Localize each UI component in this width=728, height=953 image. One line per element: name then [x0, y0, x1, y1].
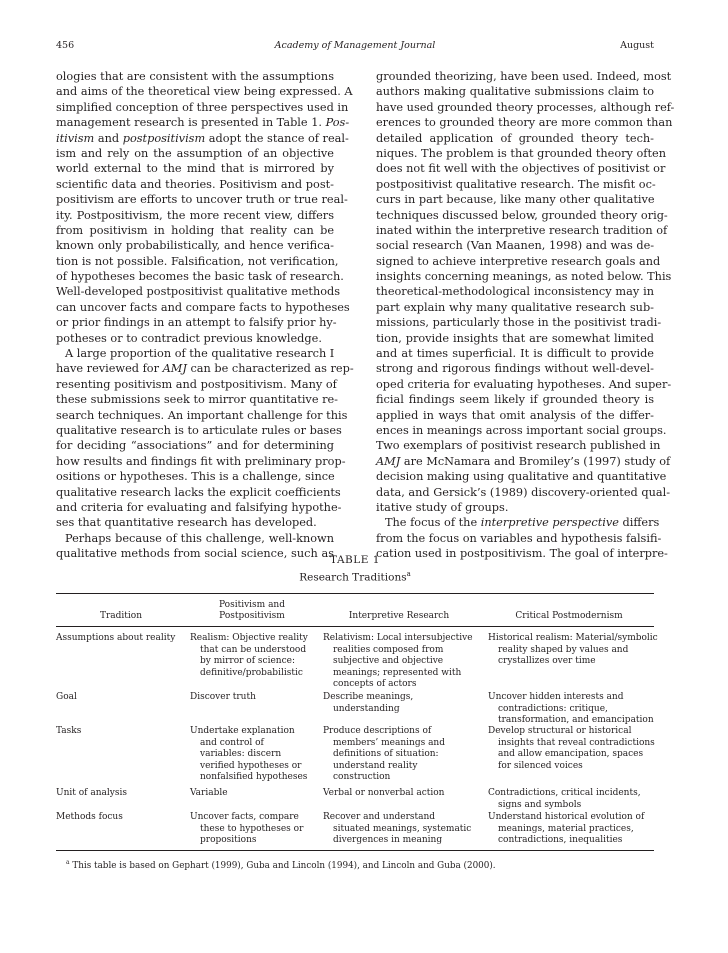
cell-critical: [488, 633, 658, 668]
text-line: scientific data and theories. Positivism and post-: [56, 177, 334, 191]
cell-line: construction: [333, 772, 391, 783]
table-caption: [56, 553, 654, 584]
text-line: does not fit well with the objectives of positivist or: [376, 162, 666, 176]
text-line: for deciding “associations” and for determining: [56, 439, 334, 453]
text-line: AMJ are McNamara and Bromiley’s (1997) study of: [376, 454, 671, 468]
page-number: 456: [56, 40, 75, 51]
text-line: tion is not possible. Falsification, not verification,: [56, 254, 339, 268]
text-line: niques. The problem is that grounded theory often: [376, 146, 666, 160]
cell-line: Discover truth: [190, 692, 256, 702]
table-number: TABLE 1: [330, 554, 380, 566]
cell-interpretive: [323, 788, 444, 800]
italic-term: itivism: [56, 131, 95, 145]
header-positivism-line2: Postpositivism: [219, 611, 285, 621]
cell-critical: [488, 788, 641, 811]
cell-line: understanding: [333, 703, 400, 714]
text-line: can uncover facts and compare facts to hypotheses: [56, 300, 350, 314]
cell-line: Contradictions, critical incidents,: [488, 788, 641, 798]
text-line: from the focus on variables and hypothesis falsifi-: [376, 531, 662, 545]
text-line: cation used in postpositivism. The goal of interpre-: [376, 547, 668, 561]
cell-line: signs and symbols: [498, 799, 582, 810]
text-line: Perhaps because of this challenge, well-known: [65, 531, 334, 545]
cell-interpretive: [323, 726, 445, 784]
row-label: [56, 633, 175, 645]
row-label: [56, 788, 127, 800]
journal-title: Academy of Management Journal: [274, 40, 436, 51]
table-title-note: a: [406, 570, 411, 578]
italic-term: AMJ: [162, 362, 187, 376]
cell-line: Relativism: Local intersubjective: [323, 633, 473, 643]
cell-line: and control of: [200, 737, 264, 748]
cell-line: crystallizes over time: [498, 656, 596, 667]
italic-term: postpositivism: [122, 131, 206, 145]
text-line: ences in meanings across important social groups.: [376, 423, 667, 437]
header-tradition: Tradition: [99, 611, 143, 621]
text-line: authors making qualitative submissions claim to: [376, 85, 654, 99]
text-line: or prior findings in an attempt to falsify prior hy-: [56, 316, 337, 330]
cell-critical: [488, 692, 654, 727]
text-line: ologies that are consistent with the assumptions: [56, 70, 334, 83]
row-label: [56, 812, 123, 824]
cell-line: concepts of actors: [333, 679, 417, 690]
text-line: management research is presented in Table 1. Pos-: [56, 116, 350, 130]
row-label-text: Unit of analysis: [56, 788, 127, 798]
text-line: simplified conception of three perspectives used in: [56, 100, 349, 114]
cell-line: these to hypotheses or: [200, 823, 304, 834]
cell-line: members’ meanings and: [333, 737, 445, 748]
cell-line: transformation, and emancipation: [498, 715, 654, 726]
text-line: known only probabilistically, and hence verifica-: [56, 239, 334, 253]
cell-line: definitions of situation:: [333, 749, 439, 760]
cell-positivism: [190, 633, 308, 679]
cell-interpretive: [323, 812, 471, 847]
text-line: qualitative methods from social science, such as: [56, 547, 334, 561]
cell-line: meanings, material practices,: [498, 823, 634, 834]
text-line: detailed application of grounded theory tech-: [376, 131, 654, 145]
cell-line: reality shaped by values and: [498, 644, 629, 655]
cell-positivism: [190, 812, 303, 847]
cell-line: and allow emancipation, spaces: [498, 749, 644, 760]
cell-line: Undertake explanation: [190, 726, 295, 736]
text-line: A large proportion of the qualitative research I: [65, 347, 335, 361]
cell-interpretive: [323, 633, 473, 691]
text-line: ism and rely on the assumption of an objective: [56, 146, 334, 160]
footnote-marker: a: [66, 859, 70, 866]
cell-line: for silenced voices: [498, 760, 583, 771]
table-header-row: [56, 596, 654, 622]
text-line: ity. Postpositivism, the more recent view, differs: [56, 208, 334, 222]
italic-term: AMJ: [376, 454, 401, 468]
text-line: curs in part because, like many other qualitative: [376, 193, 655, 207]
table-title-text: Research Traditions: [299, 571, 407, 584]
row-label: [56, 726, 81, 738]
text-line: and aims of the theoretical view being expressed. A: [56, 85, 353, 99]
text-line: how results and findings fit with preliminary prop-: [56, 454, 346, 468]
text-line: inated within the interpretive research tradition of: [376, 223, 668, 237]
cell-line: Variable: [190, 788, 228, 798]
cell-line: propositions: [200, 835, 257, 846]
text-line: ficial findings seem likely if grounded theory is: [376, 393, 654, 407]
text-line: techniques discussed below, grounded theory orig-: [376, 208, 668, 222]
text-line: social research (Van Maanen, 1998) and was de-: [376, 239, 655, 253]
row-label-text: Assumptions about reality: [56, 633, 176, 643]
cell-positivism: [190, 726, 307, 784]
text-line: decision making using qualitative and quantitative: [376, 470, 667, 484]
cell-line: subjective and objective: [333, 656, 444, 667]
text-line: Two exemplars of positivist research published in: [376, 439, 661, 453]
text-line: insights concerning meanings, as noted below. This: [376, 270, 672, 284]
row-label-text: Goal: [56, 692, 77, 702]
issue-month: August: [620, 40, 654, 51]
text-line: grounded theorizing, have been used. Indeed, most: [376, 70, 672, 83]
header-interpretive: Interpretive Research: [348, 611, 450, 621]
cell-line: contradictions, inequalities: [498, 835, 623, 846]
text-column-right: [376, 69, 675, 562]
table-title: [56, 567, 654, 584]
text-line: theoretical-methodological inconsistency may in: [376, 285, 654, 299]
header-positivism: [188, 600, 316, 622]
cell-line: understand reality: [333, 760, 418, 771]
cell-line: Describe meanings,: [323, 692, 414, 702]
cell-line: divergences in meaning: [333, 835, 443, 846]
text-line: potheses or to contradict previous knowledge.: [56, 331, 322, 345]
cell-line: Recover and understand: [323, 812, 436, 822]
text-line: positivism are efforts to uncover truth or true real-: [56, 193, 348, 207]
cell-critical: [488, 812, 644, 847]
text-line: have reviewed for AMJ can be characterized as rep-: [56, 362, 354, 376]
text-line: itative study of groups.: [376, 500, 509, 514]
text-line: from positivism in holding that reality can be: [56, 223, 334, 237]
text-line: these submissions seek to mirror quantitative re-: [56, 393, 338, 407]
cell-line: nonfalsified hypotheses: [200, 772, 308, 783]
text-line: world external to the mind that is mirrored by: [56, 162, 334, 176]
italic-term: interpretive perspective: [480, 516, 619, 530]
cell-positivism: [190, 692, 256, 704]
text-line: have used grounded theory processes, although ref-: [376, 100, 675, 114]
cell-positivism: [190, 788, 228, 800]
header-positivism-line1: Positivism and: [218, 600, 285, 610]
cell-line: Uncover hidden interests and: [488, 692, 624, 702]
cell-line: Uncover facts, compare: [190, 812, 299, 822]
cell-line: Historical realism: Material/symbolic: [488, 633, 658, 643]
cell-line: insights that reveal contradictions: [498, 737, 655, 748]
row-label-text: Methods focus: [56, 812, 123, 822]
running-header: [56, 40, 654, 54]
cell-line: verified hypotheses or: [200, 760, 302, 771]
text-line: applied in ways that omit analysis of the differ-: [376, 408, 654, 422]
cell-line: Realism: Objective reality: [190, 633, 308, 643]
footnote-text: This table is based on Gephart (1999), Guba and Lincoln (1994), and Lincoln and Guba (2000).: [72, 860, 496, 871]
text-line: of hypotheses becomes the basic task of research.: [56, 270, 344, 284]
table-top-rule: [56, 593, 654, 594]
text-line: itivism and postpositivism adopt the stance of real-: [56, 131, 349, 145]
text-line: search techniques. An important challenge for this: [56, 408, 348, 422]
cell-line: Develop structural or historical: [488, 726, 632, 736]
cell-line: contradictions: critique,: [498, 703, 608, 714]
cell-line: definitive/probabilistic: [200, 667, 303, 678]
text-line: Well-developed postpositivist qualitative methods: [56, 285, 341, 299]
text-line: tion, provide insights that are somewhat limited: [376, 331, 654, 345]
text-line: erences to grounded theory are more common than: [376, 116, 673, 130]
table-footnote: [66, 857, 496, 872]
text-line: part explain why many qualitative research sub-: [376, 300, 654, 314]
italic-term: Pos-: [325, 116, 350, 130]
text-line: ositions or hypotheses. This is a challenge, since: [56, 470, 335, 484]
text-column-left: [56, 69, 354, 562]
cell-line: Verbal or nonverbal action: [323, 788, 445, 798]
text-line: missions, particularly those in the positivist tradi-: [376, 316, 662, 330]
table-bottom-rule: [56, 850, 654, 851]
text-line: data, and Gersick’s (1989) discovery-oriented qual-: [376, 485, 671, 499]
text-line: and criteria for evaluating and falsifying hypothe-: [56, 500, 342, 514]
row-label-text: Tasks: [56, 726, 82, 736]
cell-critical: [488, 726, 655, 772]
text-line: qualitative research lacks the explicit coefficients: [56, 485, 341, 499]
text-line: resenting positivism and postpositivism. Many of: [56, 377, 337, 391]
cell-line: that can be understood: [200, 644, 307, 655]
text-line: strong and rigorous findings without well-devel-: [376, 362, 654, 376]
header-critical: Critical Postmodernism: [515, 611, 623, 621]
cell-line: realities composed from: [333, 644, 444, 655]
cell-line: by mirror of science:: [200, 656, 295, 667]
cell-line: Produce descriptions of: [323, 726, 432, 736]
text-line: and at times superficial. It is difficult to provide: [376, 347, 654, 361]
cell-line: variables: discern: [200, 749, 282, 760]
text-line: oped criteria for evaluating hypotheses. And super-: [376, 377, 672, 391]
cell-line: situated meanings, systematic: [333, 823, 472, 834]
text-line: ses that quantitative research has developed.: [56, 516, 317, 530]
row-label: [56, 692, 77, 704]
table-header-rule: [56, 626, 654, 627]
cell-line: Understand historical evolution of: [488, 812, 645, 822]
text-line: The focus of the interpretive perspective differs: [385, 516, 660, 530]
text-line: postpositivist qualitative research. The misfit oc-: [376, 177, 656, 191]
text-line: qualitative research is to articulate rules or bases: [56, 423, 342, 437]
cell-interpretive: [323, 692, 413, 715]
cell-line: meanings; represented with: [333, 667, 462, 678]
text-line: signed to achieve interpretive research goals and: [376, 254, 661, 268]
